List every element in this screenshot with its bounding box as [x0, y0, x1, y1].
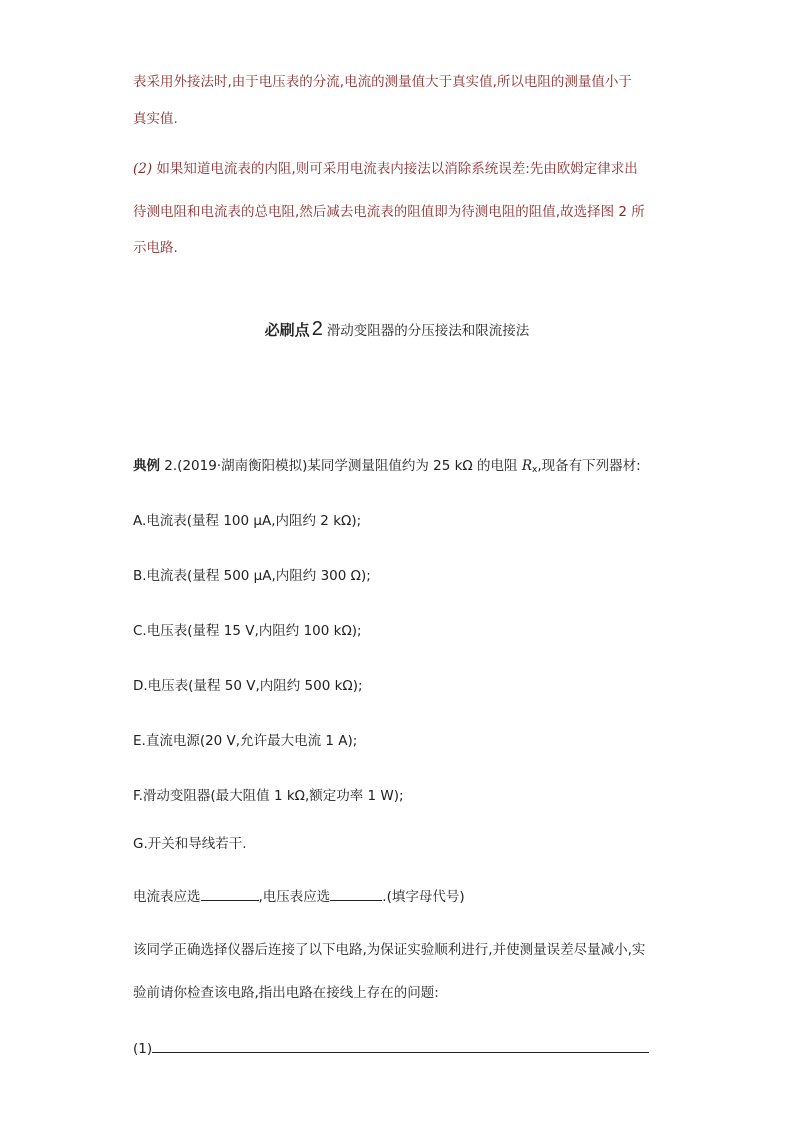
explanation-line-2: 真实值.	[133, 111, 178, 127]
answer-1-blank[interactable]	[152, 1038, 649, 1053]
ammeter-label: 电流表应选	[133, 889, 201, 905]
option-e: E.直流电源(20 V,允许最大电流 1 A);	[133, 733, 358, 749]
question-line-1: 该同学正确选择仪器后连接了以下电路,为保证实验顺利进行,并使测量误差尽量减小,实	[133, 942, 646, 958]
section-heading	[0, 318, 794, 341]
question-line-2: 验前请你检查该电路,指出电路在接线上存在的问题:	[133, 985, 439, 1001]
explanation-line-5: 示电路.	[133, 240, 178, 256]
example-label: 典例	[133, 458, 160, 474]
item-number: (2)	[133, 161, 153, 177]
option-f: F.滑动变阻器(最大阻值 1 kΩ,额定功率 1 W);	[133, 788, 404, 804]
section-number: 2	[311, 318, 323, 340]
option-d: D.电压表(量程 50 V,内阻约 500 kΩ);	[133, 678, 363, 694]
section-prefix: 必刷点	[264, 321, 310, 339]
ammeter-answer-blank[interactable]	[201, 886, 259, 901]
option-c: C.电压表(量程 15 V,内阻约 100 kΩ);	[133, 623, 362, 639]
example-intro-end: ,现备有下列器材:	[537, 458, 641, 474]
explanation-line-4: 待测电阻和电流表的总电阻,然后减去电流表的阻值即为待测电阻的阻值,故选择图 2 所	[133, 204, 645, 220]
option-b: B.电流表(量程 500 μA,内阻约 300 Ω);	[133, 568, 371, 584]
answer-1-label: (1)	[133, 1041, 153, 1057]
explanation-line-1: 表采用外接法时,由于电压表的分流,电流的测量值大于真实值,所以电阻的测量值小于	[133, 74, 632, 90]
selection-question	[133, 886, 465, 906]
example-intro-text: 2.(2019·湖南衡阳模拟)某同学测量阻值约为 25 kΩ 的电阻	[160, 458, 522, 474]
option-g: G.开关和导线若干.	[133, 836, 247, 852]
voltmeter-answer-blank[interactable]	[330, 886, 382, 901]
answer-line-1	[133, 1038, 649, 1058]
option-a: A.电流表(量程 100 μA,内阻约 2 kΩ);	[133, 513, 362, 529]
resistor-symbol: Rx	[521, 458, 538, 475]
explanation-line-3: 如果知道电流表的内阻,则可采用电流表内接法以消除系统误差:先由欧姆定律求出	[152, 161, 638, 177]
example-intro	[133, 457, 641, 479]
voltmeter-label: ,电压表应选	[258, 889, 331, 905]
section-title: 滑动变阻器的分压接法和限流接法	[326, 323, 530, 339]
explanation-item-2	[133, 160, 638, 178]
answer-note: .(填字母代号)	[382, 889, 465, 905]
